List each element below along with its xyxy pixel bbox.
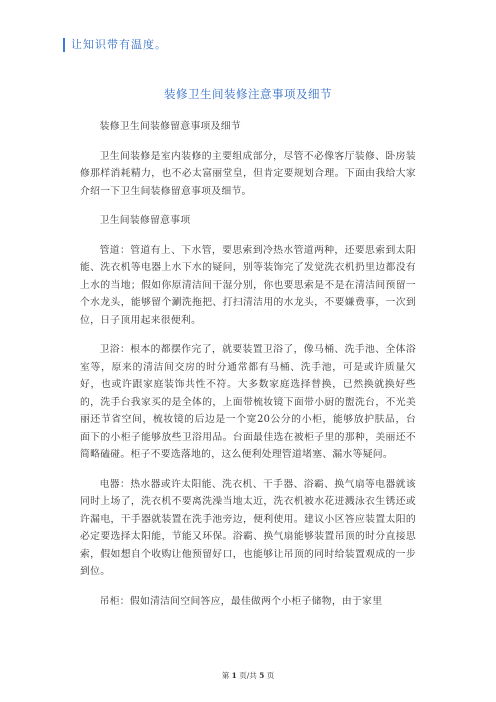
document-body [80, 118, 416, 622]
paragraph-pipes: 管道：管道有上、下水管，要思索到冷热水管道两种，还要思索到太阳能、洗衣机等电器上水下水的疑问，别等装饰完了发觉洗衣机扔里边都没有上水的当地；假如你原清洁间干湿分别，你也要思索是不是在清洁间预留一个水龙头，能够留个涮洗拖把、打扫清洁用的水龙头，不要嫌费事，一次到位，日子顶用起来很便利。 [80, 244, 416, 326]
page-footer [0, 670, 496, 681]
footer-middle: 页/共 [239, 671, 257, 680]
total-pages-number: 5 [259, 671, 265, 680]
footer-suffix: 页 [266, 671, 275, 680]
current-page-number: 1 [231, 671, 237, 680]
paragraph-cabinets: 吊柜：假如清洁间空间答应，最佳做两个小柜子储物，由于家里 [99, 595, 383, 607]
section-subheading: 卫生间装修留意事项 [99, 215, 191, 226]
section-heading: 装修卫生间装修留意事项及细节 [99, 121, 241, 132]
header-slogan: 让知识带有温度。 [63, 38, 167, 52]
document-title: 装修卫生间装修注意事项及细节 [164, 87, 332, 101]
paragraph-intro: 卫生间装修是室内装修的主要组成部分，尽管不必像客厅装修、卧房装修那样消耗精力，也不必太富丽堂皇，但肯定要规划合理。下面由我给大家介绍一下卫生间装修留意事项及细节。 [80, 150, 416, 197]
paragraph-sanitary: 卫浴：根本的都摆作完了，就要装置卫浴了，像马桶、洗手池、全体浴室等，原来的清洁间交房的时分通常都有马桶、洗手池，可是或许质量欠好，也或许跟家庭装饰共性不符。大多数家庭选择替换，已然换就换好些的，洗手台我家买的是全体的，上面带梳妆镜下面带小厨的盥洗台，不光美丽还节省空间，梳妆镜的后边是一个宽20公分的小柜，能够放护肤品，台面下的小柜子能够放些卫浴用品。台面最佳选在被柜子里的那种，美丽还不简略磕碰。柜子不要选落地的，这么便利处理管道堵塞、漏水等疑问。 [80, 344, 416, 460]
paragraph-appliances: 电器：热水器或许太阳能、洗衣机、干手器、浴霸、换气扇等电器就该同时上场了，洗衣机不要离洗澡当地太近，洗衣机被水花迸溅泳衣生锈还或许漏电，干手器就装置在洗手池旁边，便利使用。建议小区答应装置太阳的必定要选择太阳能，节能又环保。浴霸、换气扇能够装置吊顶的时分直接思索，假如想自个收购让他预留好口，也能够让吊顶的同时给装置观成的一步到位。 [80, 478, 416, 577]
footer-prefix: 第 [221, 671, 230, 680]
